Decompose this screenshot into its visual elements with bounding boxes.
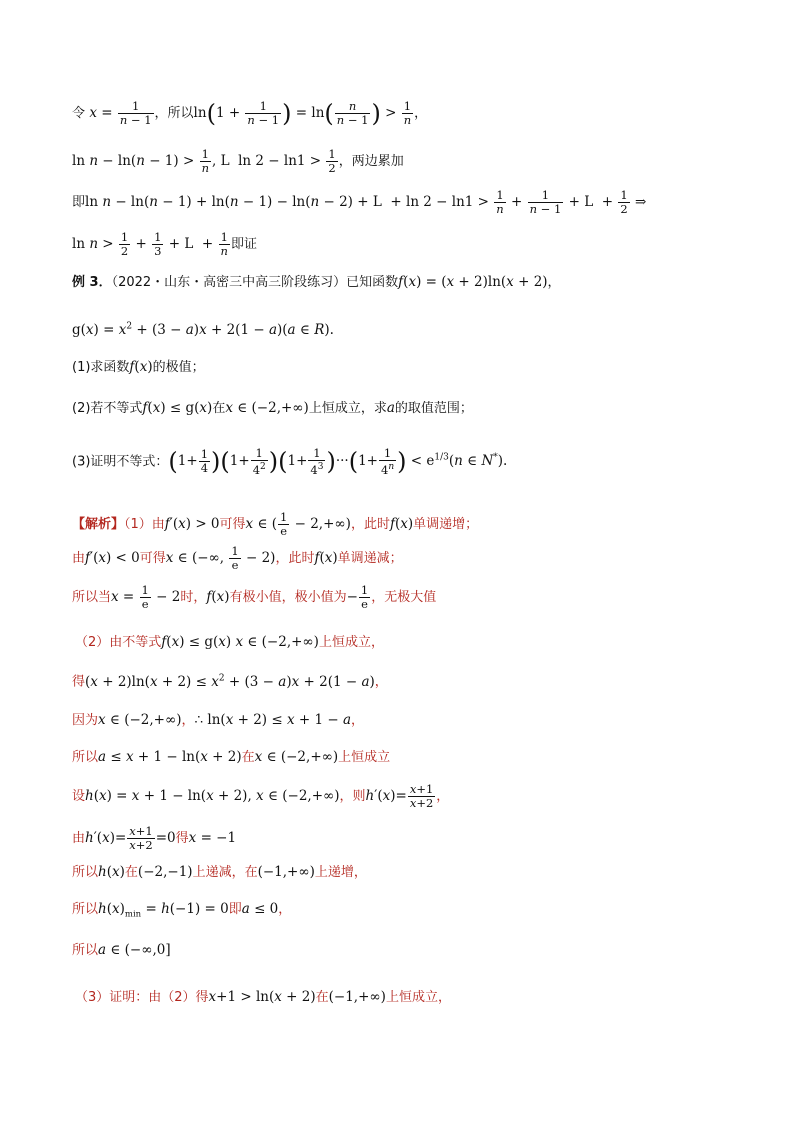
analysis-line-8: 设h(x) = x + 1 − ln(x + 2), x ∈ (−2,+∞)，则h′(x)= $\frac{x+1}{x+2}$ ， xyxy=(72,782,450,810)
analysis-line-3: 所以当x = $\frac{1}{e}$ − 2时，f(x)有极小值，极小值为− $\frac{1}{e}$ ，无极大值 xyxy=(72,583,437,611)
derivation-line-2: ln n − ln(n − 1) > $\frac{1}{n}$ , L ln 2 − ln1 > $\frac{1}{2}$ ，两边累加 xyxy=(72,147,404,175)
analysis-line-12: 所以a ∈ (−∞,0] xyxy=(72,942,171,958)
function-g-definition: $g(x) = x^2 + (3 - a)x + 2(1 - a)(a$ ∈ R). xyxy=(72,321,334,338)
analysis-line-10: 所以h(x)在(−2,−1)上递减，在(−1,+∞)上递增， xyxy=(72,864,367,880)
analysis-part-1: 【解析】（1）由f′(x) > 0可得x ∈ ( $\frac{1}{e}$ − 2,+∞)，此时f(x)单调递增； xyxy=(72,510,479,538)
step-text: 令 xyxy=(72,106,86,121)
analysis-line-2: 由f′(x) < 0可得x ∈ (−∞, $\frac{1}{e}$ − 2)，此时f(x)单调递减； xyxy=(72,544,403,572)
question-3: (3)证明不等式：(1+ $\frac{1}{4}$ )(1+ $\frac{1}{4^2}$ )(1+ $\frac{1}{4^3}$ )···(1+ $\frac{1}{4^n}$ ) < $e^{1/3}(n$ ∈ N*). xyxy=(72,446,508,477)
analysis-line-5: 得$(x + 2)\ln(x + 2) \le x^2 + (3 - a)x + 2(1 - a)$， xyxy=(72,673,388,690)
derivation-line-4: ln n > $\frac{1}{2}$ + $\frac{1}{3}$ + L + $\frac{1}{n}$ 即证 xyxy=(72,230,257,258)
analysis-line-7: 所以a ≤ x + 1 − ln(x + 2)在x ∈ (−2,+∞)上恒成立 xyxy=(72,749,391,765)
analysis-line-6: 因为x ∈ (−2,+∞)，∴ ln(x + 2) ≤ x + 1 − a， xyxy=(72,712,365,728)
example-3-heading: 例 3．（2022・山东・高密三中高三阶段练习）已知函数f(x) = (x + 2)ln(x + 2)， xyxy=(72,274,561,290)
analysis-part-2: （2）由不等式f(x) ≤ g(x) x ∈ (−2,+∞)上恒成立， xyxy=(75,634,384,650)
analysis-label: 【解析】 xyxy=(72,517,125,532)
question-2: (2)若不等式f(x) ≤ g(x)在x ∈ (−2,+∞)上恒成立，求a的取值范围； xyxy=(72,400,473,416)
analysis-line-9: 由h′(x)= $\frac{x+1}{x+2}$ =0得x = −1 xyxy=(72,824,237,852)
analysis-part-3: （3）证明：由（2）得x+1 > ln(x + 2)在(−1,+∞)上恒成立， xyxy=(75,989,451,1005)
example-label: 例 3． xyxy=(72,275,112,290)
derivation-line-3: 即ln n − ln(n − 1) + ln(n − 1) − ln(n − 2) + L + ln 2 − ln1 > $\frac{1}{n}$ + $\frac{1}{n - 1}$ + L + $\frac{1}{2}$ ⇒ xyxy=(72,188,647,216)
analysis-line-11: 所以$h(x)_{min} = h(-1) = 0$即a ≤ 0， xyxy=(72,901,292,920)
question-1: (1)求函数f(x)的极值； xyxy=(72,359,205,375)
derivation-line-1: 令 x = $\frac{1}{n - 1}$ ，所以ln(1 + $\frac{1}{n - 1}$ ) = ln( $\frac{n}{n - 1}$ ) > $\frac{1}{n}$ ， xyxy=(72,99,428,128)
